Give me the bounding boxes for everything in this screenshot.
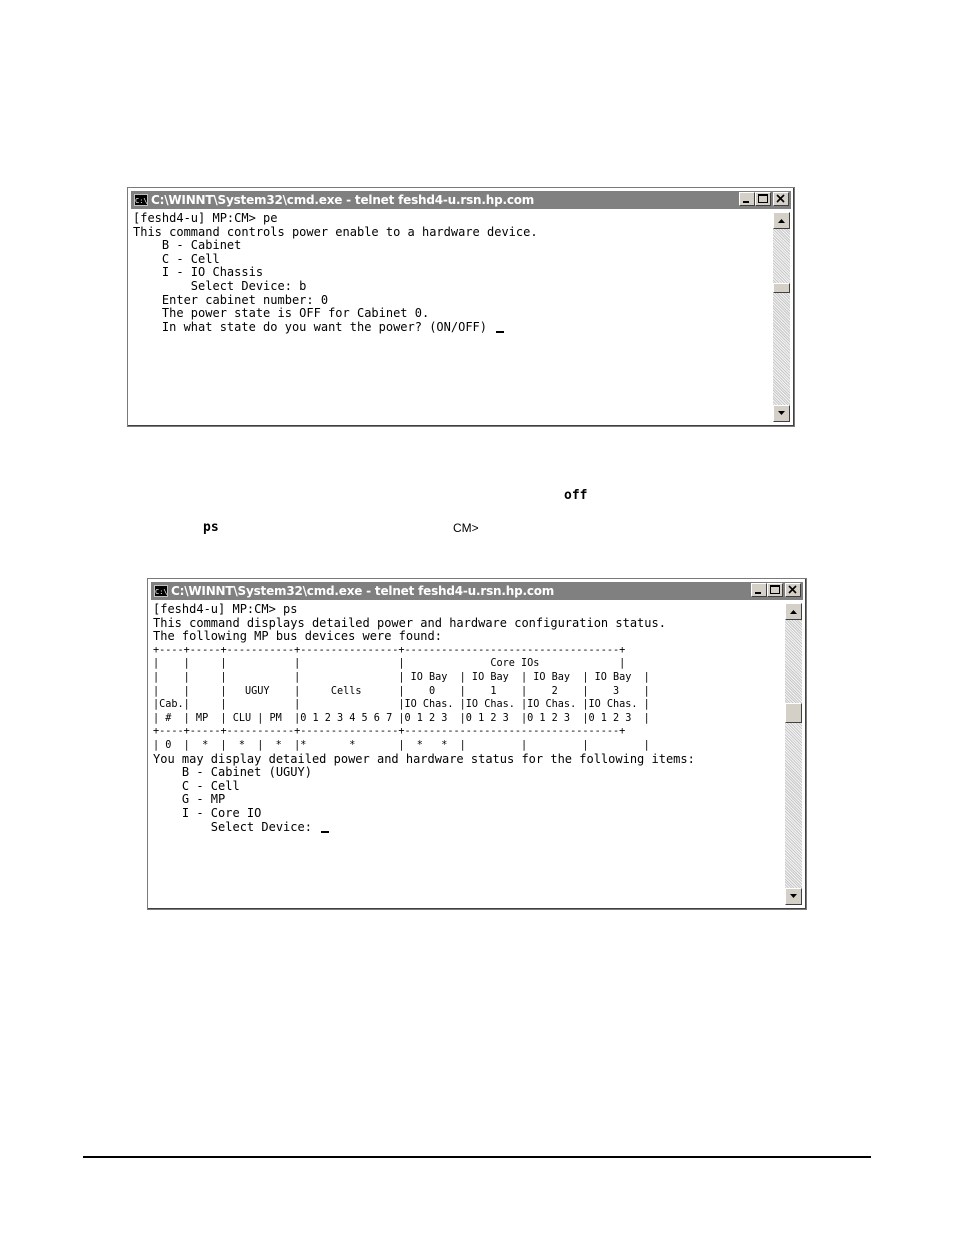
status-table-line: | 0 | * | * | * |* * | * * | | | | [153, 739, 650, 751]
scroll-up-button[interactable] [785, 603, 802, 620]
minimize-button[interactable] [751, 583, 767, 597]
console-line: The power state is OFF for Cabinet 0. [133, 306, 430, 321]
status-table-line: +----+-----+-----------+----------------+-----------------------------------+ [153, 644, 626, 656]
close-icon [786, 584, 800, 596]
console-line: B - Cabinet (UGUY) [153, 765, 312, 780]
text-cursor [321, 831, 329, 833]
console-line-prompt [153, 821, 784, 835]
status-table-line: | | | | | IO Bay | IO Bay | IO Bay | IO Bay | [153, 671, 650, 683]
scroll-up-button[interactable] [773, 212, 790, 229]
prompt-text: In what state do you want the power? (ON/OFF) [133, 319, 495, 334]
console-output[interactable] [133, 212, 772, 422]
status-table-line: +----+-----+-----------+----------------+-----------------------------------+ [153, 726, 626, 738]
console-line: C - Cell [153, 778, 240, 793]
status-table-line: | | | UGUY | Cells | 0 | 1 | 2 | 3 | [153, 685, 650, 697]
console-line-prompt [133, 321, 772, 335]
console-line: Select Device: b [133, 278, 307, 293]
command-prompt-icon[interactable]: C:\ [154, 585, 168, 597]
status-table-line: | # | MP | CLU | PM |0 1 2 3 4 5 6 7 |0 1 2 3 |0 1 2 3 |0 1 2 3 |0 1 2 3 | [153, 712, 650, 724]
text-cursor [496, 331, 504, 333]
maximize-icon [768, 584, 782, 596]
arrow-up-icon [789, 608, 798, 615]
scroll-thumb[interactable] [773, 283, 790, 293]
inline-cm-prompt: CM> [453, 521, 479, 535]
status-table-line: |Cab.| | | |IO Chas. |IO Chas. |IO Chas. |IO Chas. | [153, 699, 650, 711]
console-line: [feshd4-u] MP:CM> ps [153, 603, 298, 616]
minimize-button[interactable] [739, 192, 755, 206]
inline-command-off: off [564, 488, 588, 503]
close-icon [774, 193, 788, 205]
console-line: B - Cabinet [133, 238, 242, 253]
console-output[interactable] [153, 603, 784, 905]
footer-divider [83, 1156, 871, 1158]
title-bar[interactable] [151, 582, 803, 600]
maximize-icon [756, 193, 770, 205]
command-prompt-icon[interactable]: C:\ [134, 194, 148, 206]
vertical-scrollbar[interactable] [785, 603, 802, 905]
console-line: [feshd4-u] MP:CM> pe [133, 212, 278, 225]
minimize-icon [752, 584, 766, 596]
console-line: I - Core IO [153, 805, 262, 820]
window-title: C:\WINNT\System32\cmd.exe - telnet feshd4-u.rsn.hp.com [151, 193, 535, 207]
console-line: I - IO Chassis [133, 265, 264, 280]
window-title: C:\WINNT\System32\cmd.exe - telnet feshd4-u.rsn.hp.com [171, 584, 555, 598]
status-table-line: | | | | | Core IOs | [153, 658, 626, 670]
vertical-scrollbar[interactable] [773, 212, 790, 422]
maximize-button[interactable] [755, 192, 771, 206]
inline-command-ps: ps [203, 520, 219, 535]
scroll-down-button[interactable] [785, 888, 802, 905]
console-window-2[interactable] [147, 578, 807, 910]
console-line: You may display detailed power and hardware status for the following items: [153, 751, 695, 766]
scroll-thumb[interactable] [785, 703, 802, 723]
maximize-button[interactable] [767, 583, 783, 597]
arrow-down-icon [777, 410, 786, 417]
close-button[interactable] [785, 583, 801, 597]
prompt-text: Select Device: [153, 819, 320, 834]
console-line: C - Cell [133, 251, 220, 266]
console-window-1[interactable] [127, 187, 795, 427]
title-bar[interactable] [131, 191, 791, 209]
console-line: The following MP bus devices were found: [153, 629, 442, 644]
console-line: G - MP [153, 792, 226, 807]
console-line: Enter cabinet number: 0 [133, 292, 329, 307]
arrow-up-icon [777, 217, 786, 224]
console-line: This command displays detailed power and hardware configuration status. [153, 615, 666, 630]
console-line: This command controls power enable to a hardware device. [133, 224, 538, 239]
minimize-icon [740, 193, 754, 205]
scroll-down-button[interactable] [773, 405, 790, 422]
arrow-down-icon [789, 893, 798, 900]
close-button[interactable] [773, 192, 789, 206]
